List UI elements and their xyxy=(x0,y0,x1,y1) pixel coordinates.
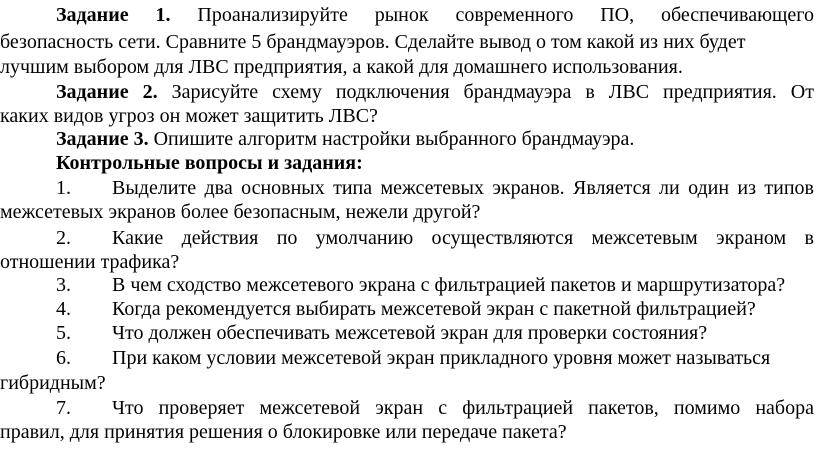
control-heading xyxy=(56,151,363,175)
question-4-text-1: Когда рекомендуется выбирать межсетевой экран с пакетной фильтрацией? xyxy=(112,298,756,320)
question-2-line1 xyxy=(56,226,814,250)
question-7-text-1: Что проверяет межсетевой экран с фильтрацией пакетов, помимо набора xyxy=(112,397,814,419)
task1-line2: безопасность сети. Сравните 5 брандмауэров. Сделайте вывод о том какой из них будет xyxy=(0,31,746,53)
question-6-number: 6. xyxy=(56,347,71,369)
task2-line2: каких видов угроз он может защитить ЛВС? xyxy=(0,105,378,127)
task3-line1 xyxy=(56,127,634,151)
question-1-line2: межсетевых экранов более безопасным, нежели другой? xyxy=(0,201,481,223)
question-2-number: 2. xyxy=(56,227,71,249)
question-5-number: 5. xyxy=(56,322,71,344)
question-2-line2: отношении трафика? xyxy=(0,251,180,273)
question-6-line2: гибридным? xyxy=(0,372,106,394)
question-6-text-1: При каком условии межсетевой экран прикладного уровня может называться xyxy=(112,347,771,369)
question-3-number: 3. xyxy=(56,274,71,296)
question-7-line1 xyxy=(56,396,814,420)
task2-line1 xyxy=(56,80,814,104)
question-7-number: 7. xyxy=(56,397,71,419)
task2-text-1: Зарисуйте схему подключения брандмауэра в ЛВС предприятия. От xyxy=(171,81,814,103)
question-1-number: 1. xyxy=(56,177,71,199)
question-1-text-1: Выделите два основных типа межсетевых экранов. Является ли один из типов xyxy=(112,177,814,199)
question-5-text-1: Что должен обеспечивать межсетевой экран для проверки состояния? xyxy=(112,322,708,344)
task3-text-1: Опишите алгоритм настройки выбранного брандмауэра. xyxy=(153,128,635,150)
task1-line3: лучшим выбором для ЛВС предприятия, а какой для домашнего использования. xyxy=(0,56,683,78)
task2-label: Задание 2. xyxy=(56,81,158,103)
question-4-line1 xyxy=(56,297,756,321)
task1-label: Задание 1. xyxy=(56,4,171,26)
question-2-text-1: Какие действия по умолчанию осуществляются межсетевым экраном в xyxy=(112,227,814,249)
question-1-line1 xyxy=(56,176,814,200)
control-heading-text: Контрольные вопросы и задания: xyxy=(56,152,363,174)
question-6-line1 xyxy=(56,346,770,370)
question-4-number: 4. xyxy=(56,298,71,320)
question-3-text-1: В чем сходство межсетевого экрана с фильтрацией пакетов и маршрутизатора? xyxy=(112,274,786,296)
task1-line1 xyxy=(56,3,814,27)
question-7-line2: правил, для принятия решения о блокировке или передаче пакета? xyxy=(0,421,567,443)
question-3-line1 xyxy=(56,273,785,297)
task1-text-1: Проанализируйте рынок современного ПО, обеспечивающего xyxy=(197,4,814,26)
question-5-line1 xyxy=(56,321,707,345)
task3-label: Задание 3. xyxy=(56,128,149,150)
